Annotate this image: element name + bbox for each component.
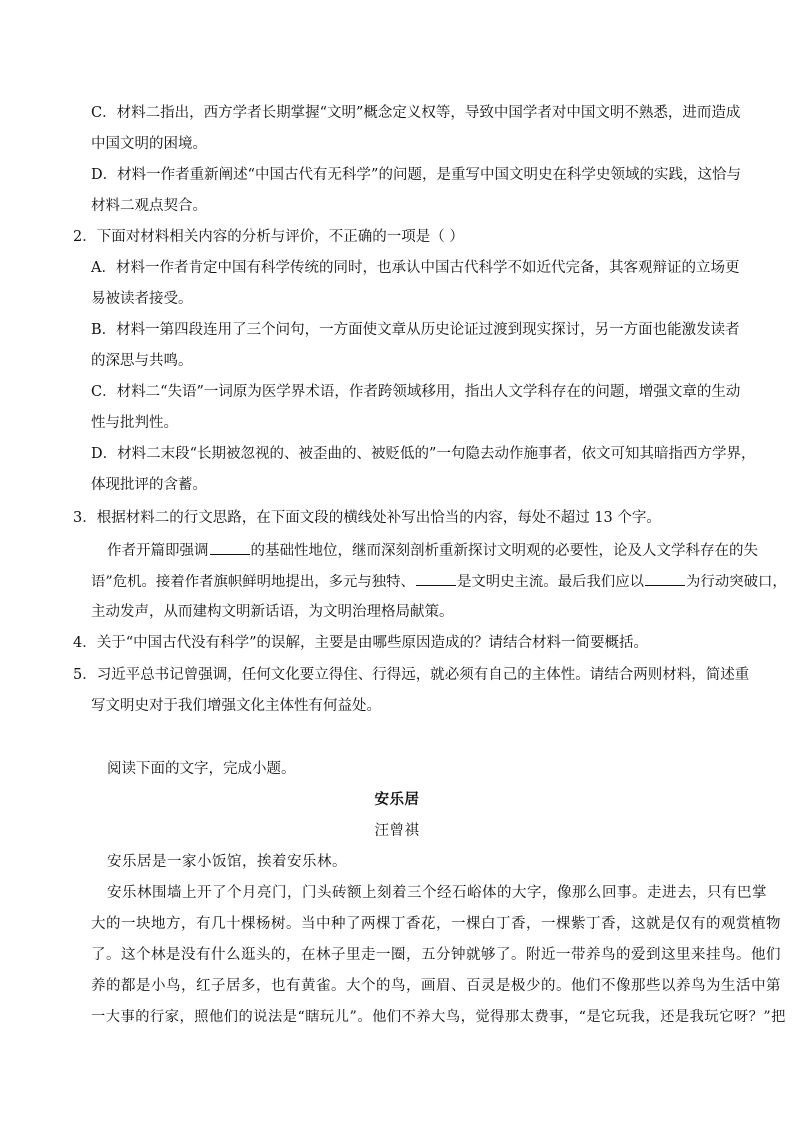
q2-option-d-line-1: D．材料二末段“长期被忽视的、被歪曲的、被贬低的”一句隐去动作施事者，依文可知其暗指西方学界， — [91, 446, 756, 462]
q4-stem: 4．关于“中国古代没有科学”的误解，主要是由哪些原因造成的？请结合材料一简要概括。 — [73, 635, 649, 651]
q3-text: 语”危机。接着作者旗帜鲜明地提出，多元与独特、 — [91, 574, 415, 590]
q3-paragraph-line-2 — [91, 571, 787, 592]
reading-line: 大的一块地方，有几十棵杨树。当中种了两棵丁香花，一棵白丁香，一棵紫丁香，这就是仅有的观赏植物 — [91, 916, 781, 932]
q3-text: 的基础性地位，继而深刻剖析重新探讨文明观的必要性，论及人文学科存在的失 — [250, 543, 758, 559]
reading-line: 了。这个林是没有什么逛头的，在林子里走一圈，五分钟就够了。附近一带养鸟的爱到这里来挂鸟。他们 — [91, 947, 781, 963]
q5-stem-line-2: 写文明史对于我们增强文化主体性有何益处。 — [91, 698, 381, 714]
q2-option-c-line-1: C．材料二“失语”一词原为医学界术语，作者跨领域移用，指出人文学科存在的问题，增强文章的生动 — [91, 384, 741, 400]
q2-option-b-line-1: B．材料一第四段连用了三个问句，一方面使文章从历史论证过渡到现实探讨，另一方面也能激发读者 — [91, 322, 740, 338]
q3-text: 作者开篇即强调 — [107, 543, 209, 559]
q2-option-b-line-2: 的深思与共鸣。 — [91, 353, 193, 369]
q2-option-d-line-2: 体现批评的含蓄。 — [91, 477, 207, 493]
reading-author: 汪曾祺 — [374, 823, 420, 839]
q2-stem: 2．下面对材料相关内容的分析与评价，不正确的一项是（ ） — [73, 229, 464, 245]
q3-text: 为行动突破口， — [686, 574, 787, 590]
q2-option-a-line-1: A．材料一作者肯定中国有科学传统的同时，也承认中国古代科学不如近代完备，其客观辩证的立场更 — [91, 260, 740, 276]
reading-title: 安乐居 — [374, 791, 420, 808]
fill-blank-2[interactable] — [416, 571, 456, 586]
q2-option-a-line-2: 易被读者接受。 — [91, 291, 193, 307]
q2-option-c-line-2: 性与批判性。 — [91, 415, 178, 431]
reading-intro: 阅读下面的文字，完成小题。 — [107, 761, 296, 777]
fill-blank-1[interactable] — [210, 540, 250, 555]
q3-stem: 3．根据材料二的行文思路，在下面文段的横线处补写出恰当的内容，每处不超过 13 个字。 — [73, 510, 661, 526]
fill-blank-3[interactable] — [645, 571, 685, 586]
q5-stem-line-1: 5．习近平总书记曾强调，任何文化要立得住、行得远，就必须有自己的主体性。请结合两则材料，简述重 — [73, 667, 750, 683]
reading-line: 安乐居是一家小饭馆，挨着安乐林。 — [107, 854, 347, 870]
reading-line: 安乐林围墙上开了个月亮门，门头砖额上刻着三个经石峪体的大字，像那么回事。走进去，只有巴掌 — [107, 885, 767, 901]
q3-paragraph-line-3: 主动发声，从而建构文明新话语，为文明治理格局献策。 — [91, 604, 454, 620]
q1-option-c-line-1: C．材料二指出，西方学者长期掌握“文明”概念定义权等，导致中国学者对中国文明不熟悉，进而造成 — [91, 105, 741, 121]
q1-option-d-line-2: 材料二观点契合。 — [91, 198, 207, 214]
q3-paragraph-line-1 — [107, 540, 758, 561]
q3-text: 是文明史主流。最后我们应以 — [456, 574, 645, 590]
q1-option-d-line-1: D．材料一作者重新阐述“中国古代有无科学”的问题，是重写中国文明史在科学史领域的实践，这恰与 — [91, 167, 741, 183]
reading-line: 一大事的行家，照他们的说法是“瞎玩儿”。他们不养大鸟，觉得那太费事，“是它玩我，还是我玩它呀？”把 — [91, 1009, 786, 1025]
reading-line: 养的都是小鸟，红子居多，也有黄雀。大个的鸟，画眉、百灵是极少的。他们不像那些以养鸟为生活中第 — [91, 978, 781, 994]
q1-option-c-line-2: 中国文明的困境。 — [91, 136, 207, 152]
